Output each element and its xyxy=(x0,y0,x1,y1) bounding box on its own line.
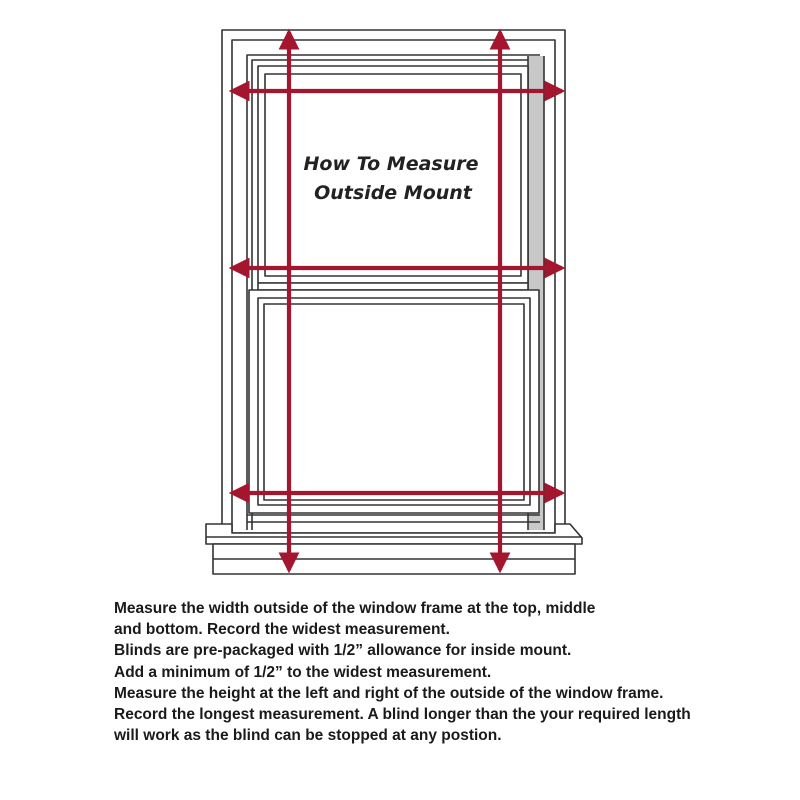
lower-sash-outer xyxy=(249,290,539,513)
instruction-line: will work as the blind can be stopped at any postion. xyxy=(114,727,502,745)
instruction-line: Measure the height at the left and right of the outside of the window frame. xyxy=(114,684,664,702)
diagram-title-line1: How To Measure xyxy=(303,153,479,175)
instruction-line: Measure the width outside of the window frame at the top, middle xyxy=(114,600,596,617)
instruction-line: Add a minimum of 1/2” to the widest measurement. xyxy=(114,663,492,681)
instruction-line: Blinds are pre-packaged with 1/2” allowance for inside mount. xyxy=(114,642,572,660)
meeting-rail xyxy=(258,283,528,290)
instruction-line: Record the longest measurement. A blind longer than the your required length xyxy=(114,706,691,724)
instructions-list xyxy=(114,598,784,746)
diagram-title-line2: Outside Mount xyxy=(314,182,472,204)
instruction-line: and bottom. Record the widest measurement. xyxy=(114,621,450,639)
